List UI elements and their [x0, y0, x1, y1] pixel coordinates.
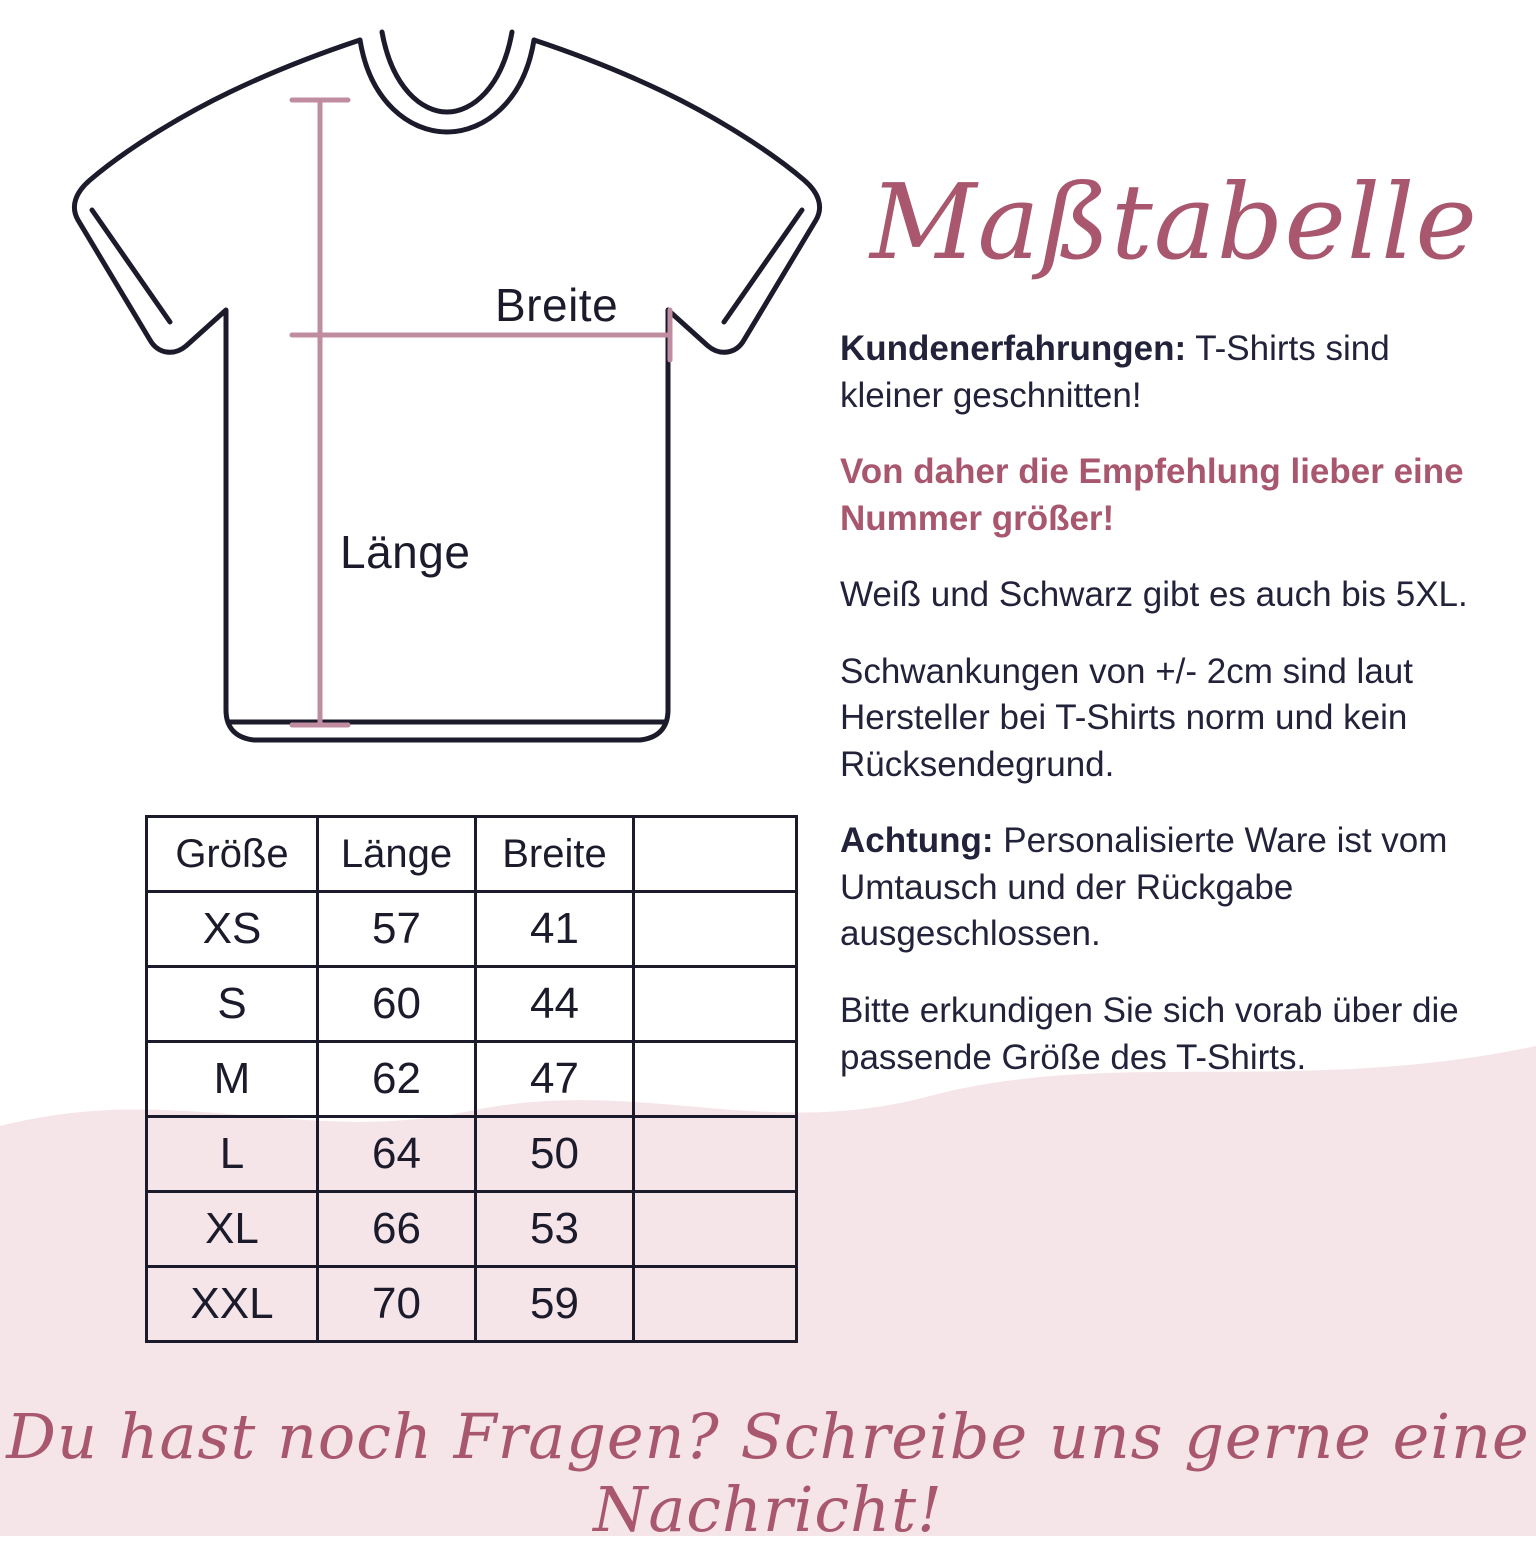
cell-size: S: [147, 967, 318, 1042]
cell-length: 60: [318, 967, 476, 1042]
paragraph-erkundigen: [840, 988, 1480, 1081]
tshirt-illustration: [30, 10, 850, 790]
cell-blank: [634, 1192, 797, 1267]
paragraph-lead: Achtung:: [840, 821, 994, 861]
paragraph-empfehlung: [840, 449, 1480, 542]
cell-blank: [634, 1042, 797, 1117]
cell-size: XXL: [147, 1267, 318, 1342]
measurement-guides: [30, 10, 850, 790]
table-row: [147, 1192, 797, 1267]
cell-blank: [634, 967, 797, 1042]
paragraph-text: Personalisierte Ware ist vom Umtausch und der Rückgabe ausgeschlossen.: [840, 821, 1448, 954]
cell-blank: [634, 1267, 797, 1342]
cell-size: XS: [147, 892, 318, 967]
size-table: [145, 815, 798, 1343]
footer-script-line: Du hast noch Fragen? Schreibe uns gerne eine Nachricht!: [6, 1400, 1530, 1546]
cell-width: 44: [476, 967, 634, 1042]
cell-blank: [634, 1117, 797, 1192]
paragraph-achtung: [840, 818, 1480, 958]
paragraph-schwankungen: [840, 649, 1480, 789]
cell-length: 70: [318, 1267, 476, 1342]
label-breite: Breite: [495, 279, 619, 331]
table-row: [147, 1042, 797, 1117]
table-header-row: [147, 817, 797, 892]
table-row: [147, 1117, 797, 1192]
cell-width: 41: [476, 892, 634, 967]
cell-length: 64: [318, 1117, 476, 1192]
cell-size: L: [147, 1117, 318, 1192]
paragraph-text: Bitte erkundigen Sie sich vorab über die passende Größe des T-Shirts.: [840, 991, 1459, 1077]
table-row: [147, 892, 797, 967]
table-header-length: Länge: [318, 817, 476, 892]
table-header-width: Breite: [476, 817, 634, 892]
page-title: Maßtabelle: [870, 161, 1478, 283]
cell-width: 50: [476, 1117, 634, 1192]
cell-length: 62: [318, 1042, 476, 1117]
table-row: [147, 967, 797, 1042]
cell-blank: [634, 892, 797, 967]
cell-length: 66: [318, 1192, 476, 1267]
cell-length: 57: [318, 892, 476, 967]
table-header-size: Größe: [147, 817, 318, 892]
cell-width: 47: [476, 1042, 634, 1117]
cell-width: 53: [476, 1192, 634, 1267]
paragraph-kundenerfahrungen: [840, 326, 1480, 419]
cell-size: M: [147, 1042, 318, 1117]
paragraph-text: Von daher die Empfehlung lieber eine Nummer größer!: [840, 452, 1464, 538]
cell-width: 59: [476, 1267, 634, 1342]
paragraph-lead: Kundenerfahrungen:: [840, 329, 1187, 368]
info-column: [840, 161, 1480, 1111]
cell-size: XL: [147, 1192, 318, 1267]
label-laenge: Länge: [340, 526, 471, 578]
paragraph-text: Weiß und Schwarz gibt es auch bis 5XL.: [840, 575, 1468, 615]
table-header-blank: [634, 817, 797, 892]
paragraph-text: Schwankungen von +/- 2cm sind laut Hersteller bei T-Shirts norm und kein Rücksendegrund.: [840, 651, 1413, 784]
paragraph-text: T-Shirts sind kleiner geschnitten!: [840, 329, 1390, 415]
paragraph-farben: [840, 572, 1480, 619]
table-row: [147, 1267, 797, 1342]
